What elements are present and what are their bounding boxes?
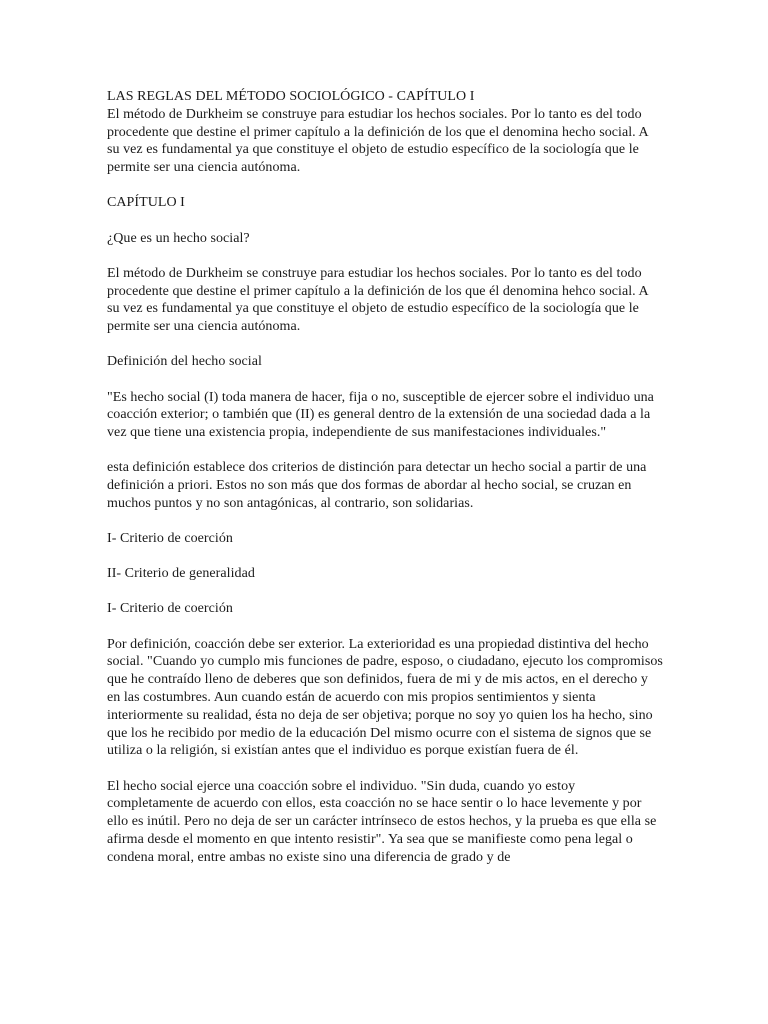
body-paragraph: El hecho social ejerce una coacción sobre el individuo. "Sin duda, cuando yo estoy completamente de acuerdo con ellos, esta coacción no se hace sentir o lo hace levemente y por ello es inútil. Pero no deja de ser un carácter intrínseco de estos hechos, y la prueba es que ella se afirma desde el momento en que intento resistir". Ya sea que se manifieste como pena legal o condena moral, entre ambas no existe sino una diferencia de grado y de — [107, 778, 657, 865]
criterion-item: I- Criterio de coerción — [107, 531, 233, 547]
document-page — [107, 88, 663, 867]
criterion-item: II- Criterio de generalidad — [107, 566, 255, 582]
section-heading-definition: Definición del hecho social — [107, 354, 262, 370]
document-title: LAS REGLAS DEL MÉTODO SOCIOLÓGICO - CAPÍTULO I — [107, 89, 475, 104]
body-paragraph: Por definición, coacción debe ser exterior. La exterioridad es una propiedad distintiva del hecho social. "Cuando yo cumplo mis funciones de padre, esposo, o ciudadano, ejecuto los compromisos que he contraído lleno de deberes que son definidos, fuera de mi y de mis actos, en el derecho y en las costumbres. Aun cuando están de acuerdo con mis propios sentimientos y sienta interiormente su realidad, ésta no deja de ser objetiva; porque no soy yo quien los ha hecho, sino que los he recibido por medio de la educación Del mismo ocurre con el sistema de signos que se utiliza o la religión, si existían antes que el individuo es porque existían fuera de él. — [107, 636, 663, 759]
intro-paragraph: El método de Durkheim se construye para estudiar los hechos sociales. Por lo tanto es del todo procedente que destine el primer capítulo a la definición de los que el denomina hecho social. A su vez es fundamental ya que constituye el objeto de estudio específico de la sociología que le permite ser una ciencia autónoma. — [107, 106, 648, 176]
body-paragraph: El método de Durkheim se construye para estudiar los hechos sociales. Por lo tanto es del todo procedente que destine el primer capítulo a la definición de los que él denomina hehco social. A su vez es fundamental ya que constituye el objeto de estudio específico de la sociología que le permite ser una ciencia autónoma. — [107, 265, 648, 335]
body-paragraph: esta definición establece dos criterios de distinción para detectar un hecho social a partir de una definición a priori. Estos no son más que dos formas de abordar al hecho social, se cruzan en muchos puntos y no son antagónicas, al contrario, son solidarias. — [107, 460, 647, 511]
question-heading: ¿Que es un hecho social? — [107, 230, 250, 246]
section-heading-coercion: I- Criterio de coerción — [107, 601, 233, 617]
definition-quote: "Es hecho social (I) toda manera de hacer, fija o no, susceptible de ejercer sobre el individuo una coacción exterior; o también que (II) es general dentro de la extensión de una sociedad dada a la vez que tiene una existencia propia, independiente de sus manifestaciones individuales." — [107, 389, 654, 441]
chapter-heading: CAPÍTULO I — [107, 195, 185, 211]
